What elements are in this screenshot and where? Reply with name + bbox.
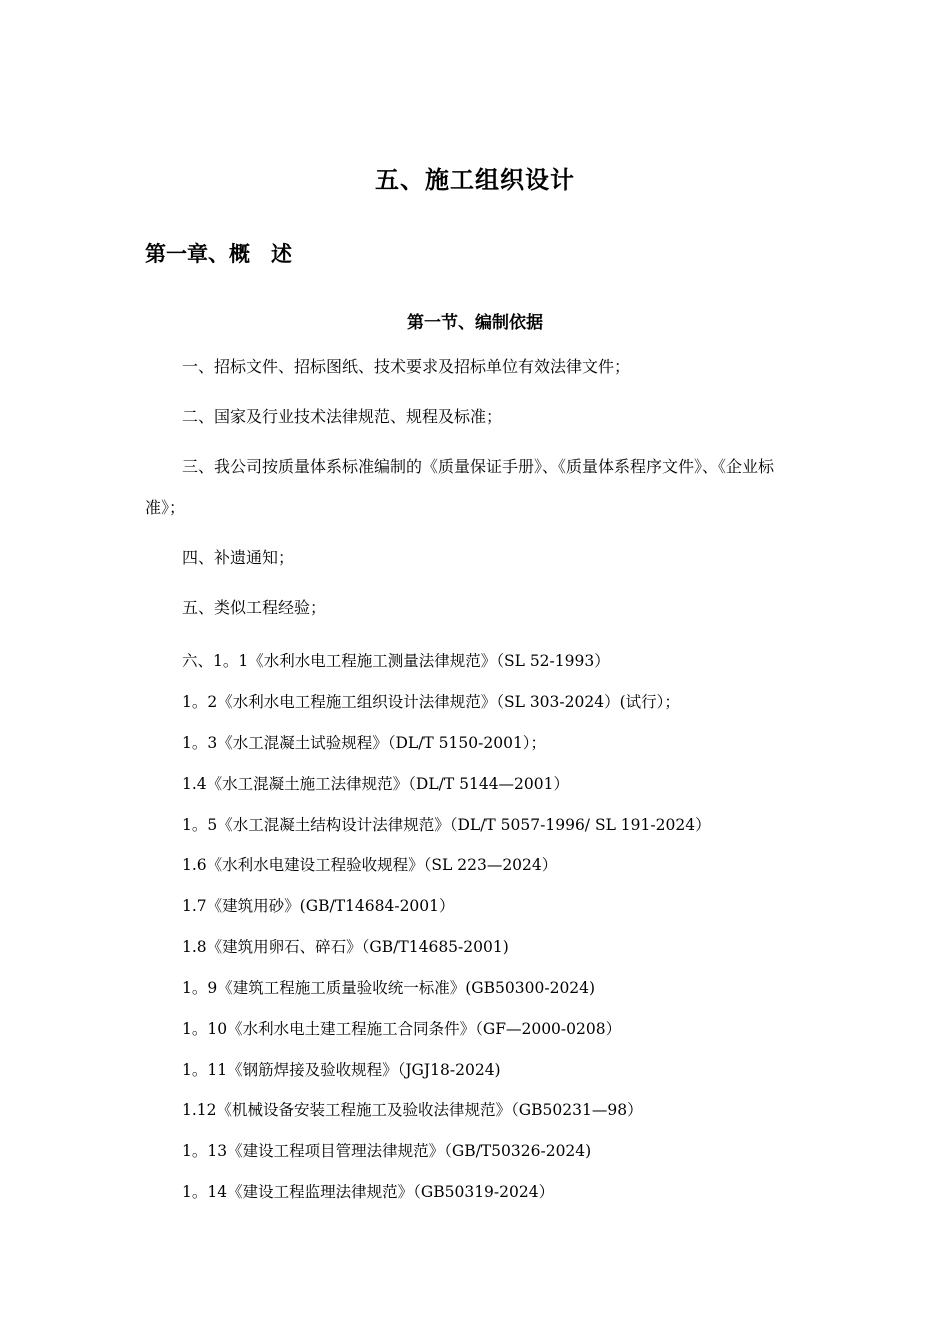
section-heading: 第一节、编制依据 [407, 313, 543, 333]
basis-paragraph-5: 五、类似工程经验； [182, 598, 327, 617]
standard-list-item: 1。13《建设工程项目管理法律规范》（GB/T50326-2024) [182, 1142, 592, 1160]
chapter-heading: 第一章、概 述 [145, 242, 292, 266]
standard-list-item: 1。3《水工混凝土试验规程》（DL/T 5150-2001）； [182, 734, 547, 752]
standard-list-item: 1.12《机械设备安装工程施工及验收法律规范》（GB50231—98） [182, 1101, 643, 1119]
basis-paragraph-3: 三、我公司按质量体系标准编制的《质量保证手册》、《质量体系程序文件》、《企业标准》； [145, 457, 775, 517]
standard-list-item: 1。14《建设工程监理法律规范》（GB50319-2024） [182, 1183, 555, 1201]
standard-list-item: 六、1。1《水利水电工程施工测量法律规范》（SL 52-1993） [182, 652, 610, 670]
standard-list-item: 1。10《水利水电土建工程施工合同条件》（GF—2000-0208） [182, 1020, 622, 1038]
standard-list-item: 1。11《钢筋焊接及验收规程》（JGJ18-2024) [182, 1061, 501, 1079]
standard-list-item: 1.6《水利水电建设工程验收规程》（SL 223—2024） [182, 856, 558, 874]
standard-list-item: 1.7《建筑用砂》(GB/T14684-2001） [182, 897, 455, 915]
standard-list-item: 1。5《水工混凝土结构设计法律规范》（DL/T 5057-1996/ SL 191-2024） [182, 816, 711, 834]
basis-paragraph-2: 二、国家及行业技术法律规范、规程及标准； [182, 407, 503, 426]
standard-list-item: 1.8《建筑用卵石、碎石》（GB/T14685-2001) [182, 938, 509, 956]
basis-paragraph-4: 四、补遗通知； [182, 548, 295, 567]
document-title: 五、施工组织设计 [375, 166, 575, 194]
standard-list-item: 1。2《水利水电工程施工组织设计法律规范》（SL 303-2024）(试行）； [182, 693, 680, 711]
standard-list-item: 1。9《建筑工程施工质量验收统一标准》(GB50300-2024) [182, 979, 596, 997]
basis-paragraph-1: 一、招标文件、招标图纸、技术要求及招标单位有效法律文件； [182, 357, 631, 376]
standard-list-item: 1.4《水工混凝土施工法律规范》（DL/T 5144—2001） [182, 775, 570, 793]
